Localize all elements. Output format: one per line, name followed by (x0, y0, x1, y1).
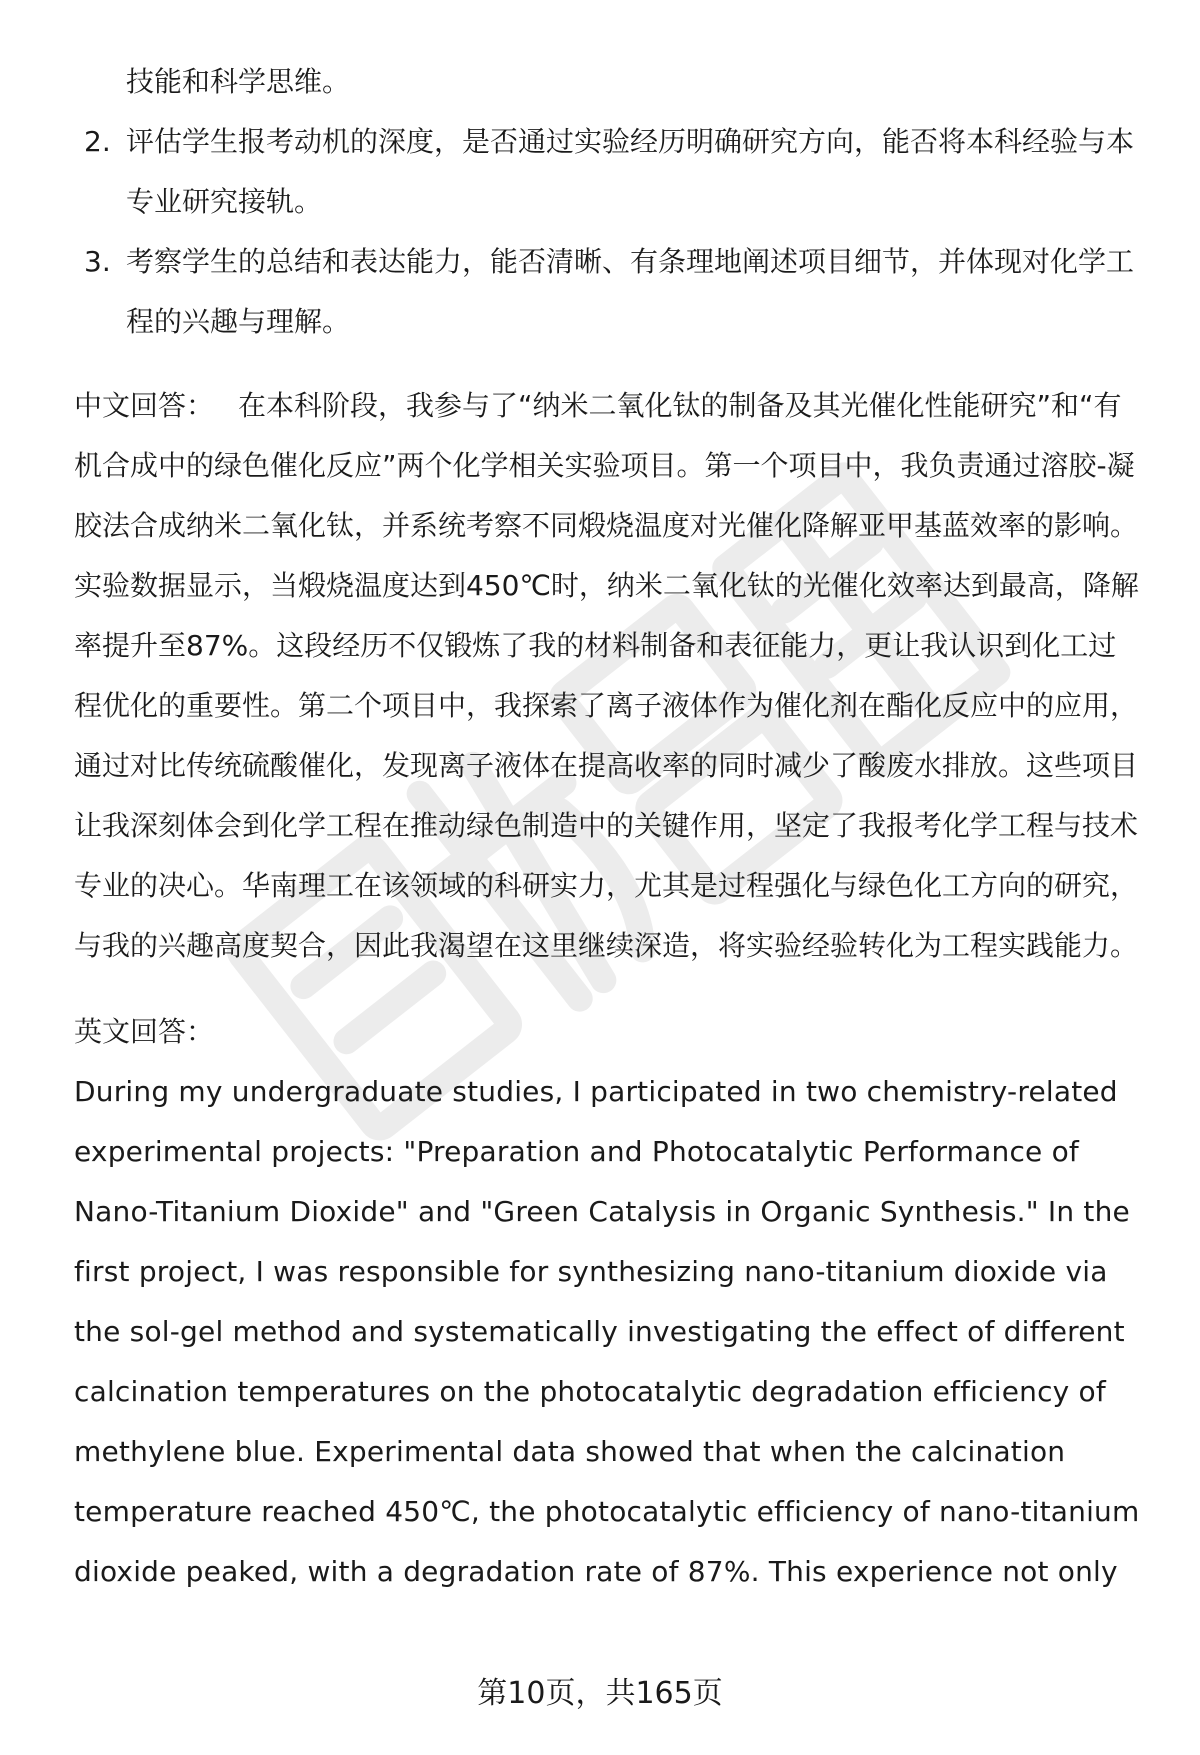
numbered-list (74, 112, 1144, 352)
list-item-text: 考察学生的总结和表达能力，能否清晰、有条理地阐述项目细节，并体现对化学工程的兴趣与理解。 (126, 245, 1135, 338)
list-item (74, 232, 1144, 352)
english-answer-text: During my undergraduate studies, I participated in two chemistry-related experimental projects: "Preparation and Photocatalytic Performance of Nano-Titanium Dioxide" and "Green Catalysis in Organic Synthesis." In the first project, I was responsible for synthesizing nano-titanium dioxide via the sol-gel method and systematically investigating the effect of different calcination temperatures on the photocatalytic degradation efficiency of methylene blue. Experimental data showed that when the calcination temperature reached 450℃, the photocatalytic efficiency of nano-titanium dioxide peaked, with a degradation rate of 87%. This experience not only (74, 1075, 1140, 1588)
chinese-answer-text: 在本科阶段，我参与了“纳米二氧化钛的制备及其光催化性能研究”和“有机合成中的绿色催化反应”两个化学相关实验项目。第一个项目中，我负责通过溶胶-凝胶法合成纳米二氧化钛，并系统考察不同煅烧温度对光催化降解亚甲基蓝效率的影响。实验数据显示，当煅烧温度达到450℃时，纳米二氧化钛的光催化效率达到最高，降解率提升至87%。这段经历不仅锻炼了我的材料制备和表征能力，更让我认识到化工过程优化的重要性。第二个项目中，我探索了离子液体作为催化剂在酯化反应中的应用，通过对比传统硫酸催化，发现离子液体在提高收率的同时减少了酸废水排放。这些项目让我深刻体会到化学工程在推动绿色制造中的关键作用，坚定了我报考化学工程与技术专业的决心。华南理工在该领域的科研实力，尤其是过程强化与绿色化工方向的研究，与我的兴趣高度契合，因此我渴望在这里继续深造，将实验经验转化为工程实践能力。 (74, 389, 1139, 962)
list-item-number: 3. (84, 245, 111, 278)
document-body (74, 52, 1144, 1602)
english-answer-label: 英文回答： (74, 1015, 215, 1048)
page-number-footer: 第10页，共165页 (477, 1676, 723, 1711)
list-item (74, 112, 1144, 232)
list-item-continuation: 技能和科学思维。 (126, 65, 351, 98)
chinese-answer-label: 中文回答： (74, 389, 215, 422)
chinese-answer-paragraph (74, 376, 1144, 976)
list-item-number: 2. (84, 125, 111, 158)
list-item-text: 评估学生报考动机的深度，是否通过实验经历明确研究方向，能否将本科经验与本专业研究接轨。 (126, 125, 1135, 218)
